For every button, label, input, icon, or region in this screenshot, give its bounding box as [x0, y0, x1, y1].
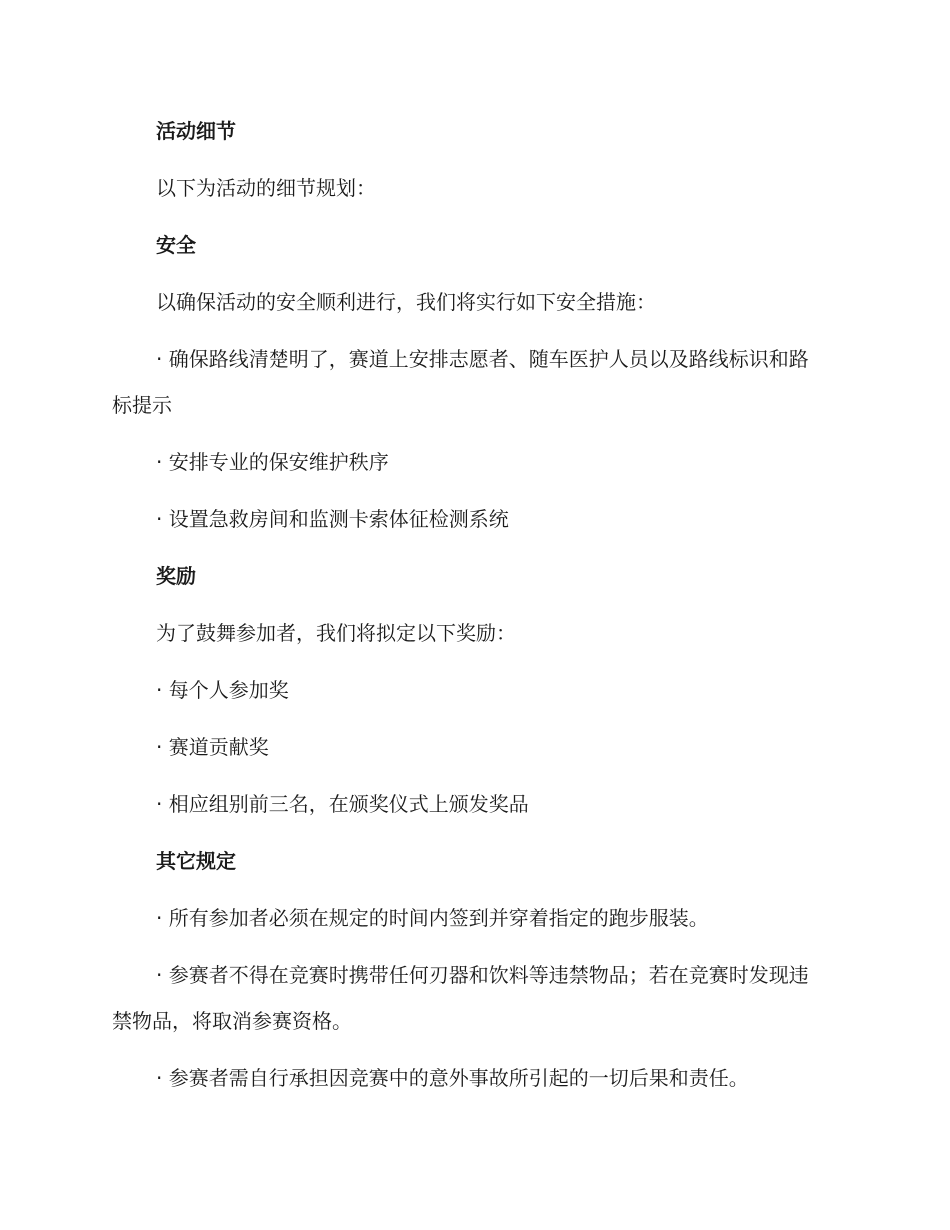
paragraph-safety-intro: 以确保活动的安全顺利进行，我们将实行如下安全措施：	[156, 290, 656, 314]
list-item-reward-contribution: · 赛道贡献奖	[156, 735, 269, 759]
paragraph-rewards-intro: 为了鼓舞参加者，我们将拟定以下奖励：	[156, 621, 516, 645]
list-item-rule-liability: · 参赛者需自行承担因竞赛中的意外事故所引起的一切后果和责任。	[156, 1066, 749, 1090]
document-page	[112, 108, 828, 1112]
section-heading-details: 活动细节	[156, 119, 236, 143]
list-item-safety-security: · 安排专业的保安维护秩序	[156, 450, 389, 474]
section-heading-safety: 安全	[156, 233, 196, 257]
list-item-rule-prohibited: · 参赛者不得在竞赛时携带任何刃器和饮料等违禁物品；若在竞赛时发现违禁物品，将取消参赛资格。	[112, 963, 809, 1033]
section-heading-other-rules: 其它规定	[156, 849, 236, 873]
list-item-reward-top-three: · 相应组别前三名，在颁奖仪式上颁发奖品	[156, 792, 529, 816]
section-heading-rewards: 奖励	[156, 564, 196, 588]
list-item-reward-participation: · 每个人参加奖	[156, 678, 289, 702]
paragraph-intro: 以下为活动的细节规划：	[156, 176, 376, 200]
list-item-safety-route: · 确保路线清楚明了，赛道上安排志愿者、随车医护人员以及路线标识和路标提示	[112, 347, 809, 417]
list-item-safety-firstaid: · 设置急救房间和监测卡索体征检测系统	[156, 507, 509, 531]
list-item-rule-signin: · 所有参加者必须在规定的时间内签到并穿着指定的跑步服装。	[156, 906, 709, 930]
